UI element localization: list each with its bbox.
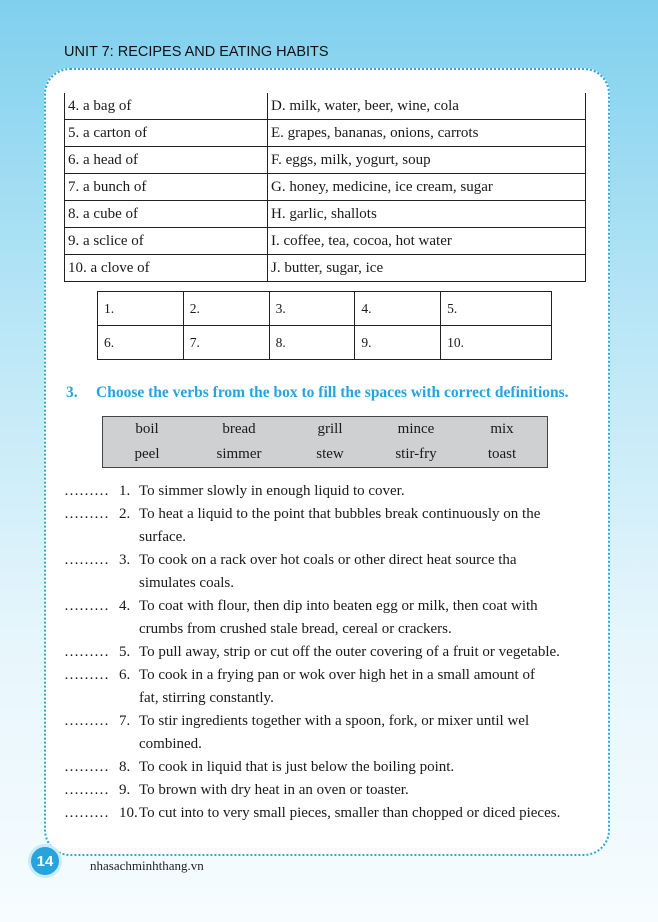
answer-blank[interactable]: ……… — [64, 506, 109, 522]
table-row — [65, 228, 586, 255]
answer-cell[interactable]: 8. — [269, 326, 355, 360]
definition-item — [64, 641, 590, 664]
verb-word: bread — [222, 421, 256, 437]
table-row — [65, 174, 586, 201]
definition-text: To cut into to very small pieces, smaller than chopped or diced pieces. — [139, 805, 561, 821]
definition-item — [64, 779, 590, 802]
definition-text-continued: surface. — [139, 529, 187, 545]
definition-item — [64, 595, 590, 641]
table-row — [65, 120, 586, 147]
quantity-cell: 5. a carton of — [65, 120, 268, 147]
answer-blank[interactable]: ……… — [64, 552, 109, 568]
answer-blank[interactable]: ……… — [64, 667, 109, 683]
definition-text-continued: fat, stirring constantly. — [139, 690, 274, 706]
items-cell: E. grapes, bananas, onions, carrots — [268, 120, 586, 147]
exercise-number: 3. — [66, 384, 78, 401]
definition-item — [64, 710, 590, 756]
quantity-cell: 4. a bag of — [65, 93, 268, 120]
answer-blank[interactable]: ……… — [64, 759, 109, 775]
answer-blank[interactable]: ……… — [64, 713, 109, 729]
definition-item — [64, 802, 590, 825]
items-cell: F. eggs, milk, yogurt, soup — [268, 147, 586, 174]
table-row — [65, 147, 586, 174]
answer-blank[interactable]: ……… — [64, 805, 109, 821]
definition-text: To stir ingredients together with a spoon, fork, or mixer until wel — [139, 713, 530, 729]
definition-item — [64, 549, 590, 595]
answer-cell[interactable]: 1. — [98, 292, 184, 326]
answer-cell[interactable]: 4. — [355, 292, 441, 326]
verb-word: boil — [135, 421, 159, 437]
answer-blank[interactable]: ……… — [64, 483, 109, 499]
verb-word: mix — [490, 421, 514, 437]
table-row — [65, 201, 586, 228]
answer-blank[interactable]: ……… — [64, 644, 109, 660]
definition-number: 9. — [119, 782, 131, 798]
definition-text-continued: simulates coals. — [139, 575, 234, 591]
table-row — [65, 93, 586, 120]
definition-number: 8. — [119, 759, 131, 775]
definition-text: To heat a liquid to the point that bubbles break continuously on the — [139, 506, 541, 522]
answer-cell[interactable]: 7. — [183, 326, 269, 360]
definition-item — [64, 503, 590, 549]
definition-item — [64, 480, 590, 503]
definition-text: To pull away, strip or cut off the outer covering of a fruit or vegetable. — [139, 644, 560, 660]
quantity-cell: 6. a head of — [65, 147, 268, 174]
definition-text: To cook on a rack over hot coals or other direct heat source tha — [139, 552, 517, 568]
quantity-cell: 7. a bunch of — [65, 174, 268, 201]
definitions-list — [64, 480, 590, 825]
definition-text: To brown with dry heat in an oven or toaster. — [139, 782, 409, 798]
items-cell: G. honey, medicine, ice cream, sugar — [268, 174, 586, 201]
quantity-cell: 10. a clove of — [65, 255, 268, 282]
footer-website: nhasachminhthang.vn — [90, 858, 204, 873]
definition-text-continued: crumbs from crushed stale bread, cereal or crackers. — [139, 621, 452, 637]
definition-item — [64, 756, 590, 779]
verb-box — [102, 416, 548, 468]
answer-cell[interactable]: 3. — [269, 292, 355, 326]
answer-cell[interactable]: 6. — [98, 326, 184, 360]
definition-text-continued: combined. — [139, 736, 202, 752]
answer-blank[interactable]: ……… — [64, 782, 109, 798]
matching-table — [64, 93, 586, 282]
answer-cell[interactable]: 10. — [441, 326, 552, 360]
answer-blank[interactable]: ……… — [64, 598, 109, 614]
table-row — [65, 255, 586, 282]
verb-word: peel — [134, 446, 160, 462]
answer-cell[interactable]: 5. — [441, 292, 552, 326]
definition-number: 10. — [119, 805, 138, 821]
definition-text: To cook in a frying pan or wok over high het in a small amount of — [139, 667, 535, 683]
quantity-cell: 8. a cube of — [65, 201, 268, 228]
items-cell: I. coffee, tea, cocoa, hot water — [268, 228, 586, 255]
verb-word: simmer — [216, 446, 262, 462]
definition-number: 7. — [119, 713, 131, 729]
definition-text: To cook in liquid that is just below the boiling point. — [139, 759, 455, 775]
definition-item — [64, 664, 590, 710]
definition-number: 1. — [119, 483, 131, 499]
definition-number: 5. — [119, 644, 131, 660]
page-number-badge: 14 — [28, 844, 62, 878]
items-cell: D. milk, water, beer, wine, cola — [268, 93, 586, 120]
verb-row — [103, 442, 547, 467]
verb-word: mince — [397, 421, 435, 437]
items-cell: J. butter, sugar, ice — [268, 255, 586, 282]
exercise-instruction: Choose the verbs from the box to fill the spaces with correct definitions. — [96, 384, 569, 401]
answer-grid — [97, 291, 552, 360]
verb-word: stew — [316, 446, 344, 462]
verb-word: stir-fry — [395, 446, 437, 462]
answer-row — [98, 326, 552, 360]
definition-number: 3. — [119, 552, 131, 568]
definition-text: To simmer slowly in enough liquid to cover. — [139, 483, 405, 499]
definition-number: 6. — [119, 667, 131, 683]
answer-cell[interactable]: 9. — [355, 326, 441, 360]
definition-number: 4. — [119, 598, 131, 614]
definition-number: 2. — [119, 506, 131, 522]
items-cell: H. garlic, shallots — [268, 201, 586, 228]
exercise-3-heading — [66, 384, 569, 402]
verb-row — [103, 417, 547, 442]
verb-word: grill — [317, 421, 343, 437]
definition-text: To coat with flour, then dip into beaten egg or milk, then coat with — [139, 598, 538, 614]
answer-row — [98, 292, 552, 326]
quantity-cell: 9. a sclice of — [65, 228, 268, 255]
verb-word: toast — [487, 446, 517, 462]
answer-cell[interactable]: 2. — [183, 292, 269, 326]
unit-title: UNIT 7: RECIPES AND EATING HABITS — [64, 44, 329, 60]
